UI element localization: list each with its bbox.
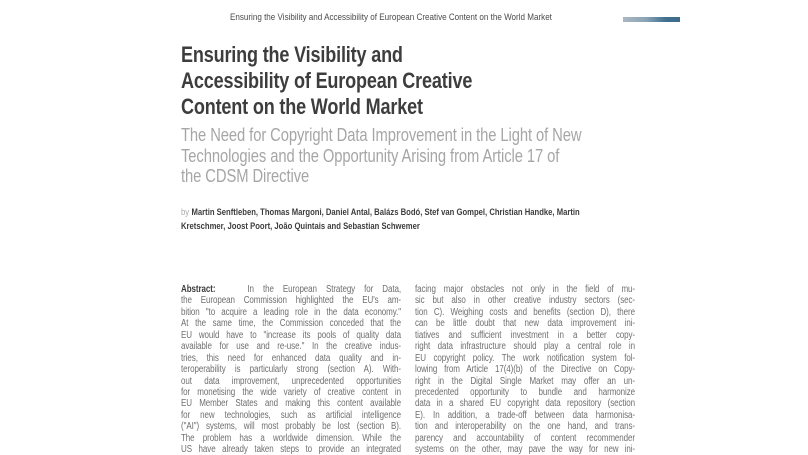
abstract-label: Abstract: — [181, 284, 216, 295]
article-subtitle — [181, 125, 689, 187]
text-line: bition "to acquire a leading role in the data economy." — [181, 306, 401, 318]
text-line: the European Commission highlighted the EU's am- — [181, 295, 401, 307]
text-line: tries, this need for enhanced data quality and in- — [181, 352, 401, 364]
abstract-first-line-text: In the European Strategy for Data, — [247, 284, 401, 295]
byline-line — [181, 206, 677, 220]
text-line: E). In addition, a trade-off between data harmonisa- — [415, 409, 635, 421]
text-line: EU would have to "increase its pools of quality data — [181, 329, 401, 341]
tab-spacer — [215, 291, 247, 292]
text-line: lowing from Article 17(4)(b) of the Directive on Copy- — [415, 364, 635, 376]
article-subtitle-line: The Need for Copyright Data Improvement in the Light of New — [181, 125, 582, 145]
article-title-line: Ensuring the Visibility and — [181, 42, 403, 67]
text-line: US have already taken steps to provide an integrated — [181, 444, 401, 455]
text-line: right in the Digital Single Market may offer an un- — [415, 375, 635, 387]
author-names: Martin Senftleben, Thomas Margoni, Daniel Antal, Balázs Bodó, Stef van Gompel, Christian Handke, Martin — [191, 207, 580, 218]
text-line: for new technologies, such as artificial intelligence — [181, 409, 401, 421]
text-line: At the same time, the Commission conceded that the — [181, 318, 401, 330]
abstract-first-line — [181, 284, 401, 295]
byline-prefix: by — [181, 207, 190, 218]
byline-line — [181, 220, 677, 234]
text-line: right data infrastructure should play a central role in — [415, 341, 635, 353]
running-header-title: Ensuring the Visibility and Accessibility of European Creative Content on the World Market — [229, 12, 552, 23]
text-line: sic but also in other creative industry sectors (sec- — [415, 295, 635, 307]
article-title — [181, 42, 673, 120]
text-line: The problem has a worldwide dimension. While the — [181, 432, 401, 444]
text-line: out data improvement, unprecedented opportunities — [181, 375, 401, 387]
text-line: systems on the other, may pave the way for new ini- — [415, 444, 635, 455]
text-line: parency and accountability of content recommender — [415, 432, 635, 444]
byline — [181, 206, 677, 233]
article-subtitle-line: Technologies and the Opportunity Arising from Article 17 of — [181, 145, 560, 166]
article-title-line: Accessibility of European Creative — [181, 68, 473, 93]
text-line: EU copyright policy. The work notification system fol- — [415, 352, 635, 364]
text-line: facing major obstacles not only in the field of mu- — [415, 284, 635, 295]
text-line: ("AI") systems, will most probably be lost (section B). — [181, 421, 401, 433]
text-line: data in a shared EU copyright data repository (section — [415, 398, 635, 410]
text-line: tion and interoperability on the one hand, and trans- — [415, 421, 635, 433]
article-title-line: Content on the World Market — [181, 94, 423, 119]
text-line: tiatives and sufficient investment in a better copy- — [415, 329, 635, 341]
author-names: Kretschmer, Joost Poort, João Quintais and Sebastian Schwemer — [181, 220, 420, 232]
text-line: precedented opportunity to bundle and harmonize — [415, 386, 635, 398]
text-line: tion C). Weighing costs and benefits (section D), there — [415, 306, 635, 318]
abstract-right-column — [415, 284, 635, 455]
abstract-left-column — [181, 284, 401, 455]
header-accent-bar — [623, 17, 680, 22]
abstract-left-lines — [181, 295, 401, 455]
text-line: teroperability is particularly strong (section A). With- — [181, 364, 401, 376]
text-line: available for use and re-use." In the creative indus- — [181, 341, 401, 353]
text-line: can be little doubt that new data improvement ini- — [415, 318, 635, 330]
text-line: for monetising the wide variety of creative content in — [181, 386, 401, 398]
article-subtitle-line: the CDSM Directive — [181, 166, 310, 186]
abstract-right-lines — [415, 284, 635, 455]
text-line: EU Member States and making this content available — [181, 398, 401, 410]
